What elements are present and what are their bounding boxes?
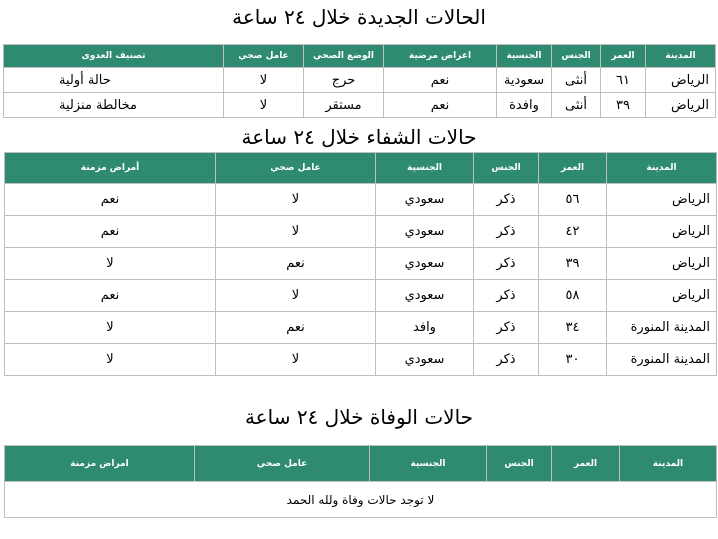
cell-nationality: سعودي xyxy=(376,248,474,280)
cell-gender: أنثى xyxy=(552,68,601,93)
header-city: المدينة xyxy=(620,446,717,482)
header-nationality: الجنسية xyxy=(497,45,552,68)
cell-age: ٣٠ xyxy=(539,344,607,376)
cell-nationality: سعودي xyxy=(376,344,474,376)
deaths-header-row xyxy=(5,446,717,482)
table-row xyxy=(4,68,716,93)
header-health-worker: عامل صحي xyxy=(224,45,304,68)
header-health-worker: عامل صحي xyxy=(195,446,370,482)
cell-health-worker: لا xyxy=(216,216,376,248)
table-row xyxy=(5,184,717,216)
cell-city: المدينة المنورة xyxy=(607,312,717,344)
cell-chronic: لا xyxy=(5,312,216,344)
cell-gender: ذكر xyxy=(474,216,539,248)
cell-health-worker: نعم xyxy=(216,248,376,280)
cell-gender: ذكر xyxy=(474,344,539,376)
no-deaths-message: لا توجد حالات وفاة ولله الحمد xyxy=(5,482,717,518)
cell-chronic: نعم xyxy=(5,280,216,312)
cell-nationality: وافدة xyxy=(497,93,552,118)
table-row xyxy=(5,482,717,518)
deaths-table xyxy=(4,445,717,518)
table-row xyxy=(5,344,717,376)
header-symptoms: اعراض مرضية xyxy=(384,45,497,68)
cell-age: ٤٢ xyxy=(539,216,607,248)
cell-gender: ذكر xyxy=(474,312,539,344)
new-cases-title: الحالات الجديدة خلال ٢٤ ساعة xyxy=(232,5,486,29)
cell-symptoms: نعم xyxy=(384,93,497,118)
cell-age: ٣٩ xyxy=(601,93,646,118)
table-row xyxy=(5,280,717,312)
header-infection-class: تصنيف العدوى xyxy=(4,45,224,68)
cell-chronic: لا xyxy=(5,344,216,376)
recovered-table xyxy=(4,152,717,376)
cell-health-worker: لا xyxy=(224,93,304,118)
header-age: العمر xyxy=(539,153,607,184)
cell-gender: أنثى xyxy=(552,93,601,118)
cell-health-worker: لا xyxy=(216,280,376,312)
cell-city: الرياض xyxy=(607,216,717,248)
new-cases-header-row xyxy=(4,45,716,68)
cell-age: ٥٨ xyxy=(539,280,607,312)
table-row xyxy=(5,312,717,344)
header-chronic: امراض مزمنة xyxy=(5,446,195,482)
header-health-status: الوضع الصحي xyxy=(304,45,384,68)
cell-infection-class: مخالطة منزلية xyxy=(4,93,224,118)
cell-gender: ذكر xyxy=(474,248,539,280)
cell-city: الرياض xyxy=(607,184,717,216)
header-city: المدينة xyxy=(646,45,716,68)
header-gender: الجنس xyxy=(487,446,552,482)
table-row xyxy=(5,216,717,248)
cell-city: الرياض xyxy=(646,93,716,118)
cell-chronic: نعم xyxy=(5,216,216,248)
cell-chronic: لا xyxy=(5,248,216,280)
cell-symptoms: نعم xyxy=(384,68,497,93)
cell-infection-class: حالة أولية xyxy=(4,68,224,93)
cell-nationality: سعودي xyxy=(376,216,474,248)
deaths-title: حالات الوفاة خلال ٢٤ ساعة xyxy=(244,405,474,429)
cell-health-worker: نعم xyxy=(216,312,376,344)
header-chronic: أمراض مزمنة xyxy=(5,153,216,184)
cell-age: ٣٩ xyxy=(539,248,607,280)
table-row xyxy=(4,93,716,118)
cell-health-worker: لا xyxy=(224,68,304,93)
recovered-header-row xyxy=(5,153,717,184)
cell-city: الرياض xyxy=(646,68,716,93)
cell-health-status: حرج xyxy=(304,68,384,93)
cell-city: المدينة المنورة xyxy=(607,344,717,376)
cell-nationality: وافد xyxy=(376,312,474,344)
cell-health-worker: لا xyxy=(216,184,376,216)
cell-nationality: سعودي xyxy=(376,280,474,312)
header-gender: الجنس xyxy=(552,45,601,68)
new-cases-table xyxy=(3,44,716,118)
header-age: العمر xyxy=(601,45,646,68)
cell-age: ٦١ xyxy=(601,68,646,93)
header-nationality: الجنسية xyxy=(376,153,474,184)
cell-health-worker: لا xyxy=(216,344,376,376)
header-health-worker: عامل صحي xyxy=(216,153,376,184)
header-city: المدينة xyxy=(607,153,717,184)
recovered-title: حالات الشفاء خلال ٢٤ ساعة xyxy=(241,125,477,149)
cell-nationality: سعودية xyxy=(497,68,552,93)
cell-city: الرياض xyxy=(607,280,717,312)
cell-nationality: سعودي xyxy=(376,184,474,216)
cell-chronic: نعم xyxy=(5,184,216,216)
cell-health-status: مستقر xyxy=(304,93,384,118)
cell-gender: ذكر xyxy=(474,184,539,216)
header-nationality: الجنسية xyxy=(370,446,487,482)
header-age: العمر xyxy=(552,446,620,482)
cell-city: الرياض xyxy=(607,248,717,280)
table-row xyxy=(5,248,717,280)
header-gender: الجنس xyxy=(474,153,539,184)
cell-age: ٥٦ xyxy=(539,184,607,216)
cell-gender: ذكر xyxy=(474,280,539,312)
cell-age: ٣٤ xyxy=(539,312,607,344)
